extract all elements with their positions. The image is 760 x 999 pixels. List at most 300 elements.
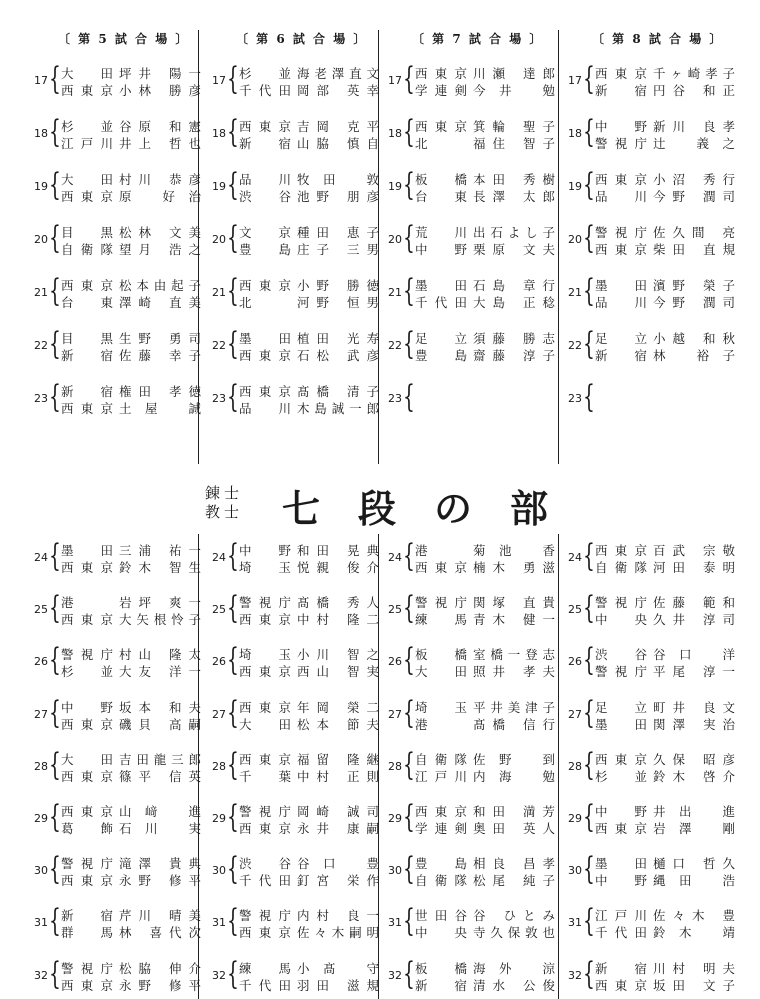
- competitor-prefecture: 西東京: [595, 242, 647, 257]
- competitor-row: [61, 698, 201, 715]
- bracket-brace: {: [49, 538, 61, 574]
- competitor-row: [595, 819, 735, 836]
- competitor-name: 栗原 文夫: [473, 242, 555, 257]
- competitor-prefecture: 西東京: [61, 873, 113, 889]
- competitor-prefecture: 大 田: [415, 664, 467, 680]
- competitor-name: 谷原 和憲: [119, 119, 201, 134]
- competitor-row: [595, 976, 735, 993]
- bracket-brace: {: [49, 61, 61, 97]
- competitor-prefecture: 西東京: [61, 768, 113, 784]
- bracket-brace: {: [49, 114, 61, 150]
- competitor-prefecture: 中 野: [61, 699, 113, 715]
- competitor-name: 川村 明夫: [653, 960, 735, 976]
- competitor-row: [415, 541, 555, 558]
- competitor-prefecture: 足 立: [595, 331, 647, 346]
- match-entry: [208, 694, 380, 732]
- competitor-prefecture: 自衛隊: [61, 242, 113, 257]
- match-number: 23: [34, 392, 48, 405]
- bracket-brace: {: [583, 694, 595, 731]
- match-entry: [564, 538, 736, 575]
- competitor-row: [239, 906, 379, 923]
- competitor-prefecture: 足 立: [595, 699, 647, 715]
- competitor-prefecture: 千代田: [239, 873, 291, 889]
- match-number: 28: [212, 759, 226, 773]
- competitor-name: 磯貝 高嗣: [119, 716, 201, 732]
- competitor-prefecture: 墨 田: [595, 278, 647, 293]
- competitor-name: 篠平 信英: [119, 768, 201, 784]
- competitor-row: [239, 645, 379, 662]
- competitor-prefecture: 葛 飾: [61, 821, 113, 836]
- match-number: 31: [388, 916, 402, 930]
- match-number: 18: [34, 127, 48, 140]
- bracket-brace: {: [403, 799, 415, 835]
- competitor-prefecture: 千 葉: [239, 768, 291, 784]
- competitor-name: 髙橋 秀人: [297, 595, 379, 611]
- competitor-name: 岩澤 剛: [653, 821, 735, 836]
- competitor-prefecture: 西東京: [61, 189, 113, 204]
- bracket-brace: {: [227, 538, 239, 574]
- competitor-prefecture: 練 馬: [239, 960, 291, 976]
- competitor-row: [415, 819, 555, 836]
- competitor-name: 照井 孝夫: [473, 664, 555, 680]
- match-number: 25: [34, 603, 48, 617]
- match-entry: [564, 746, 736, 784]
- competitor-name: 佐藤 範和: [653, 595, 735, 611]
- competitor-row: [61, 767, 201, 784]
- competitor-name: 菊池 香: [473, 543, 555, 558]
- bracket-brace: {: [227, 379, 239, 415]
- competitor-name: 関澤 実治: [653, 716, 735, 732]
- competitor-name: 出石よし子: [473, 225, 555, 240]
- competitor-name: 内海 勉: [473, 768, 555, 784]
- competitor-name: 大島 正稔: [473, 295, 555, 310]
- match-entry: [384, 746, 556, 784]
- competitor-name: 永野 修平: [119, 977, 201, 993]
- match-number: 24: [568, 551, 582, 564]
- competitor-row: [239, 750, 379, 767]
- competitor-row: [595, 802, 735, 819]
- competitor-name: 吉岡 克平: [297, 119, 379, 134]
- competitor-row: [595, 871, 735, 888]
- competitor-name: 佐々木 豊: [653, 908, 735, 924]
- competitor-row: [595, 959, 735, 976]
- competitor-prefecture: 品 川: [239, 172, 291, 187]
- match-number: 31: [212, 916, 226, 930]
- competitor-prefecture: 板 橋: [415, 960, 467, 976]
- competitor-name: 牧田 敦: [297, 172, 379, 187]
- competitor-prefecture: 新 宿: [239, 136, 291, 151]
- bracket-brace: {: [583, 642, 595, 679]
- competitor-name: 井出 進: [653, 804, 735, 819]
- competitor-name: 谷口 豊: [297, 856, 379, 872]
- bracket-brace: {: [49, 273, 61, 309]
- competitor-name: 永井 康嗣: [297, 821, 379, 836]
- competitor-name: 内村 良一: [297, 908, 379, 924]
- bracket-brace: {: [403, 903, 415, 940]
- competitor-name: 円谷 和正: [653, 83, 735, 98]
- competitor-prefecture: 新 宿: [595, 348, 647, 363]
- competitor-name: 坂本 和夫: [119, 699, 201, 715]
- bracket-brace: {: [227, 851, 239, 888]
- competitor-prefecture: 台 東: [61, 295, 113, 310]
- match-number: 19: [388, 180, 402, 193]
- match-number: 19: [34, 180, 48, 193]
- match-entry: [384, 642, 556, 680]
- rank-char: 教: [205, 503, 221, 521]
- bracket-brace: {: [49, 694, 61, 731]
- match-entry: [208, 538, 380, 575]
- competitor-prefecture: 豊 島: [415, 348, 467, 363]
- column-divider: [558, 30, 559, 464]
- match-entry: [384, 903, 556, 941]
- bracket-brace: {: [49, 326, 61, 362]
- competitor-prefecture: 中 野: [415, 242, 467, 257]
- competitor-prefecture: 西東京: [239, 119, 291, 134]
- competitor-row: [239, 558, 379, 575]
- match-court-column-seventh-dan: [564, 0, 736, 999]
- match-number: 29: [212, 812, 226, 825]
- competitor-prefecture: 埼 玉: [239, 560, 291, 575]
- competitor-name: 青木 健一: [473, 612, 555, 628]
- competitor-prefecture: 豊 島: [239, 242, 291, 257]
- competitor-prefecture: 中 野: [239, 543, 291, 558]
- bracket-brace: {: [403, 114, 415, 150]
- court-title: 〔 第 8 試 合 場 〕: [592, 32, 724, 46]
- competitor-prefecture: 港: [415, 716, 428, 732]
- competitor-name: 岡部 英幸: [297, 83, 379, 98]
- bracket-brace: {: [227, 746, 239, 783]
- competitor-name: 室橋一登志: [473, 647, 555, 663]
- bracket-brace: {: [49, 799, 61, 835]
- competitor-prefecture: 品 川: [595, 295, 647, 310]
- match-entry: [384, 955, 556, 993]
- bracket-brace: {: [49, 642, 61, 679]
- competitor-row: [61, 854, 201, 871]
- competitor-name: 辻 義之: [653, 136, 735, 151]
- competitor-name: 相良 昌孝: [473, 856, 555, 872]
- competitor-row: [239, 593, 379, 610]
- match-number: 21: [212, 286, 226, 299]
- bracket-brace: {: [49, 167, 61, 203]
- bracket-brace: {: [49, 746, 61, 783]
- competitor-name: 久保 昭彦: [653, 751, 735, 767]
- bracket-brace: {: [583, 851, 595, 888]
- competitor-prefecture: 警視庁: [61, 960, 113, 976]
- bracket-brace: {: [403, 379, 415, 415]
- competitor-name: 奥田 英人: [473, 821, 555, 836]
- competitor-row: [415, 750, 555, 767]
- bracket-brace: {: [227, 326, 239, 362]
- competitor-name: 井上 哲也: [119, 136, 201, 151]
- competitor-row: [595, 767, 735, 784]
- competitor-row: [415, 923, 555, 940]
- competitor-prefecture: 江戸川: [595, 908, 647, 924]
- competitor-name: 松林 文美: [119, 225, 201, 240]
- competitor-row: [415, 976, 555, 993]
- bracket-brace: {: [403, 851, 415, 888]
- match-number: 25: [388, 603, 402, 617]
- match-court-column-seventh-dan: [208, 0, 380, 999]
- competitor-prefecture: 大 田: [61, 751, 113, 767]
- competitor-prefecture: 杉 並: [595, 768, 647, 784]
- competitor-row: [61, 923, 201, 940]
- bracket-brace: {: [227, 694, 239, 731]
- match-number: 22: [388, 339, 402, 352]
- competitor-prefecture: 千代田: [239, 83, 291, 98]
- bracket-brace: {: [403, 590, 415, 627]
- competitor-prefecture: 自衛隊: [415, 873, 467, 889]
- competitor-prefecture: 西東京: [595, 66, 647, 81]
- bracket-brace: {: [583, 590, 595, 627]
- competitor-name: 鈴木 靖: [653, 925, 735, 941]
- competitor-prefecture: 学連剣: [415, 821, 467, 836]
- competitor-row: [595, 593, 735, 610]
- bracket-brace: {: [583, 114, 595, 150]
- competitor-row: [239, 715, 379, 732]
- competitor-prefecture: 目 黒: [61, 225, 113, 240]
- competitor-name: 村川 恭彦: [119, 172, 201, 187]
- match-number: 28: [568, 759, 582, 773]
- competitor-name: 川瀬 達郎: [473, 66, 555, 81]
- competitor-prefecture: 西東京: [61, 612, 113, 628]
- bracket-brace: {: [583, 326, 595, 362]
- competitor-name: 吉田龍三郎: [119, 751, 201, 767]
- competitor-prefecture: 練 馬: [415, 612, 467, 628]
- match-number: 26: [212, 655, 226, 669]
- competitor-name: 佐久間 亮: [653, 225, 735, 240]
- competitor-name: 松脇 伸介: [119, 960, 201, 976]
- match-number: 19: [212, 180, 226, 193]
- competitor-row: [415, 906, 555, 923]
- bracket-brace: {: [49, 379, 61, 415]
- competitor-name: 樋口 哲久: [653, 856, 735, 872]
- competitor-prefecture: 渋 谷: [239, 189, 291, 204]
- rank-char: 士: [224, 484, 240, 502]
- competitor-name: 海老澤直文: [297, 66, 379, 81]
- competitor-name: 永野 修平: [119, 873, 201, 889]
- competitor-name: 小川 智之: [297, 647, 379, 663]
- court-title: 〔 第 5 試 合 場 〕: [58, 32, 190, 46]
- competitor-name: 柴田 直規: [653, 242, 735, 257]
- competitor-name: 滝澤 貴典: [119, 856, 201, 872]
- competitor-row: [239, 610, 379, 627]
- competitor-prefecture: 新 宿: [595, 960, 647, 976]
- bracket-brace: {: [583, 538, 595, 574]
- competitor-prefecture: 西東京: [415, 804, 467, 819]
- competitor-name: 大矢根怜子: [119, 612, 201, 628]
- competitor-prefecture: 警視庁: [595, 225, 647, 240]
- competitor-prefecture: 西東京: [239, 278, 291, 293]
- competitor-name: 西山 智実: [297, 664, 379, 680]
- competitor-row: [61, 906, 201, 923]
- competitor-prefecture: 警視庁: [239, 908, 291, 924]
- competitor-name: 望月 浩之: [119, 242, 201, 257]
- competitor-prefecture: 西東京: [415, 560, 467, 575]
- match-entry: [564, 955, 736, 993]
- competitor-row: [415, 959, 555, 976]
- competitor-name: 坪井 陽一: [119, 66, 201, 81]
- competitor-name: 今井 勉: [473, 83, 555, 98]
- match-number: 25: [568, 603, 582, 617]
- competitor-prefecture: 墨 田: [61, 543, 113, 558]
- match-number: 30: [34, 864, 48, 878]
- match-number: 29: [34, 812, 48, 825]
- bracket-brace: {: [227, 61, 239, 97]
- competitor-row: [239, 976, 379, 993]
- match-number: 32: [568, 968, 582, 982]
- competitor-name: 清水 公俊: [473, 977, 555, 993]
- bracket-brace: {: [403, 538, 415, 574]
- competitor-row: [595, 610, 735, 627]
- bracket-brace: {: [227, 955, 239, 992]
- competitor-row: [61, 610, 201, 627]
- competitor-row: [239, 871, 379, 888]
- match-court-column-seventh-dan: [30, 0, 202, 999]
- competitor-name: 和田 満芳: [473, 804, 555, 819]
- match-number: 20: [568, 233, 582, 246]
- competitor-prefecture: 西東京: [239, 821, 291, 836]
- competitor-prefecture: 西東京: [595, 977, 647, 993]
- match-entry: [208, 590, 380, 628]
- competitor-name: 中村 正則: [297, 768, 379, 784]
- competitor-row: [61, 662, 201, 679]
- competitor-name: 佐藤 幸子: [119, 348, 201, 363]
- competitor-name: 町井 良文: [653, 699, 735, 715]
- competitor-name: 今野 潤司: [653, 295, 735, 310]
- competitor-name: 須藤 勝志: [473, 331, 555, 346]
- match-number: 27: [34, 707, 48, 721]
- competitor-name: 石島 章行: [473, 278, 555, 293]
- competitor-name: 年岡 榮二: [297, 699, 379, 715]
- competitor-row: [61, 715, 201, 732]
- competitor-row: [61, 645, 201, 662]
- match-number: 22: [212, 339, 226, 352]
- competitor-prefecture: 西東京: [595, 821, 647, 836]
- competitor-prefecture: 西東京: [61, 977, 113, 993]
- competitor-prefecture: 足 立: [415, 331, 467, 346]
- match-number: 29: [568, 812, 582, 825]
- competitor-prefecture: 西東京: [239, 699, 291, 715]
- competitor-prefecture: 江戸川: [415, 768, 467, 784]
- competitor-prefecture: 西東京: [61, 560, 113, 575]
- match-entry: [384, 538, 556, 575]
- match-number: 17: [212, 74, 226, 87]
- competitor-prefecture: 西東京: [61, 716, 113, 732]
- competitor-prefecture: 新 宿: [595, 83, 647, 98]
- competitor-name: 中村 隆二: [297, 612, 379, 628]
- bracket-brace: {: [583, 61, 595, 97]
- column-divider: [558, 534, 559, 999]
- competitor-row: [61, 959, 201, 976]
- bracket-brace: {: [49, 903, 61, 940]
- competitor-name: 佐野 到: [473, 751, 555, 767]
- bracket-brace: {: [227, 642, 239, 679]
- match-entry: [30, 590, 202, 628]
- bracket-brace: {: [403, 167, 415, 203]
- competitor-name: 千ヶ崎孝子: [653, 66, 735, 81]
- match-number: 27: [212, 707, 226, 721]
- competitor-name: 百武 宗敬: [653, 543, 735, 558]
- match-entry: [30, 746, 202, 784]
- match-number: 27: [388, 707, 402, 721]
- competitor-row: [415, 610, 555, 627]
- match-entry: [30, 538, 202, 575]
- competitor-prefecture: 西東京: [61, 278, 113, 293]
- competitor-name: 村山 隆太: [119, 647, 201, 663]
- competitor-prefecture: 警視庁: [595, 136, 647, 151]
- match-number: 27: [568, 707, 582, 721]
- match-entry: [564, 799, 736, 836]
- competitor-row: [415, 715, 555, 732]
- competitor-row: [61, 819, 201, 836]
- bracket-brace: {: [403, 220, 415, 256]
- competitor-prefecture: 墨 田: [595, 716, 647, 732]
- court-title: 〔 第 7 試 合 場 〕: [412, 32, 544, 46]
- competitor-prefecture: 中 央: [595, 612, 647, 628]
- match-entry: [30, 642, 202, 680]
- competitor-prefecture: 警視庁: [595, 595, 647, 611]
- competitor-prefecture: 北: [415, 136, 428, 151]
- competitor-prefecture: 北: [239, 295, 252, 310]
- competitor-row: [61, 802, 201, 819]
- competitor-prefecture: 西東京: [595, 543, 647, 558]
- competitor-prefecture: 西東京: [239, 925, 291, 941]
- division-title: 七段の部: [282, 486, 587, 531]
- competitor-row: [595, 541, 735, 558]
- competitor-row: [595, 750, 735, 767]
- competitor-name: 濱野 榮子: [653, 278, 735, 293]
- court-title: 〔 第 6 試 合 場 〕: [236, 32, 368, 46]
- competitor-name: 平尾 淳一: [653, 664, 735, 680]
- match-entry: [208, 851, 380, 889]
- match-entry: [384, 799, 556, 836]
- competitor-prefecture: 埼 玉: [415, 699, 467, 715]
- competitor-row: [595, 558, 735, 575]
- match-number: 17: [568, 74, 582, 87]
- competitor-name: 縄田 浩: [653, 873, 735, 889]
- competitor-prefecture: 世田谷: [415, 908, 467, 924]
- match-number: 22: [34, 339, 48, 352]
- competitor-prefecture: 西東京: [239, 384, 291, 399]
- bracket-brace: {: [227, 590, 239, 627]
- competitor-row: [415, 802, 555, 819]
- competitor-row: [415, 662, 555, 679]
- competitor-row: [239, 959, 379, 976]
- competitor-name: 権田 孝徳: [119, 384, 201, 399]
- competitor-name: 小髙 守: [297, 960, 379, 976]
- match-number: 23: [212, 392, 226, 405]
- bracket-brace: {: [49, 590, 61, 627]
- match-number: 18: [388, 127, 402, 140]
- competitor-prefecture: 中 野: [595, 873, 647, 889]
- match-entry: [564, 694, 736, 732]
- match-number: 25: [212, 603, 226, 617]
- match-number: 23: [388, 392, 402, 405]
- bracket-brace: {: [583, 220, 595, 256]
- competitor-name: 楠木 勇滋: [473, 560, 555, 575]
- bracket-brace: {: [403, 61, 415, 97]
- match-number: 30: [212, 864, 226, 878]
- competitor-name: 本田 秀樹: [473, 172, 555, 187]
- competitor-prefecture: 西東京: [239, 348, 291, 363]
- competitor-prefecture: 西東京: [415, 66, 467, 81]
- competitor-prefecture: 警視庁: [595, 664, 647, 680]
- competitor-row: [415, 558, 555, 575]
- match-entry: [564, 642, 736, 680]
- bracket-brace: {: [227, 799, 239, 835]
- match-number: 17: [34, 74, 48, 87]
- bracket-brace: {: [49, 955, 61, 992]
